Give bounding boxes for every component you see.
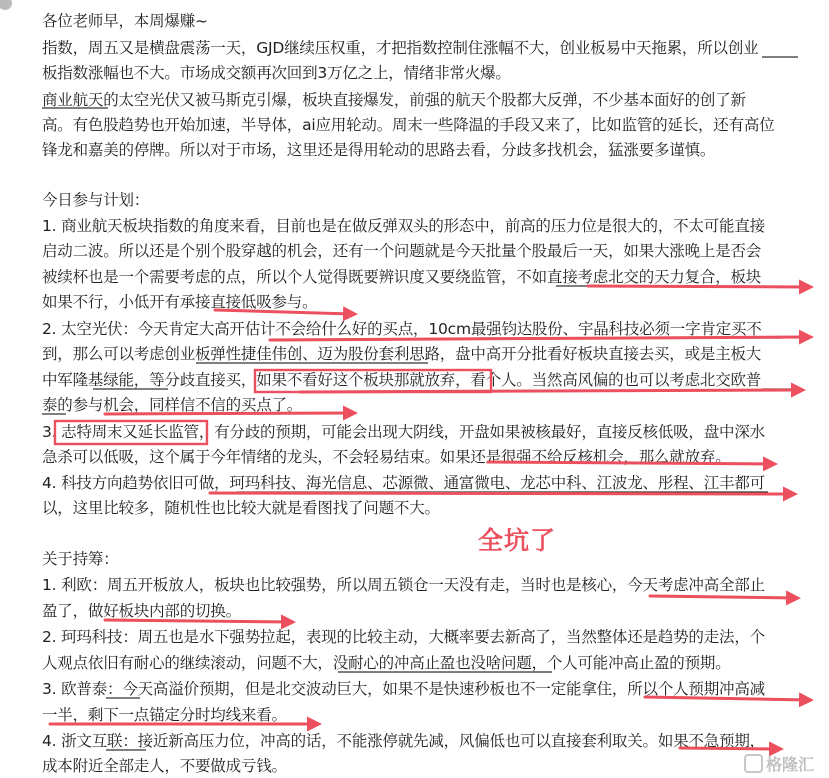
text-line: 以，这里比较多，随机性也比较大就是看图找了问题不大。 [42,499,440,517]
text-line: 被续杯也是一个需要考虑的点，所以个人觉得既要辨识度又要绕监管，不如直接考虑北交的天力复合，板块 [42,268,762,286]
text-line: 1. 商业航天板块指数的角度来看，目前也是在做反弹双头的形态中，前高的压力位是很大的，不太可能直接 [42,217,765,235]
text-line: 锋龙和嘉美的停牌。所以对于市场，这里还是得用轮动的思路去看，分歧多找机会，猛涨要多谨慎。 [42,141,716,159]
text-line: 3. 志特周末又延长监管，有分歧的预期，可能会出现大阴线，开盘如果被核最好，直接反核低吸，盘中深水 [42,423,765,441]
greeting-line: 各位老师早，本周爆赚~ [42,12,208,30]
text-line: 3. 欧普泰：今天高溢价预期，但是北交波动巨大，如果不是快速秒板也不一定能拿住，所以个人预期冲高减 [42,680,765,698]
avatar-dot [0,0,12,10]
text-line: 到，那么可以考虑创业板弹性捷佳伟创、迈为股份套利思路，盘中高开分批看好板块直接去买，或是主板大 [42,345,762,363]
text-line: 板指数涨幅也不大。市场成交额再次回到3万亿之上，情绪非常火爆。 [42,64,511,82]
text-line: 1. 利欧：周五开板放人，板块也比较强势，所以周五锁仓一天没有走，当时也是核心，今天考虑冲高全部止 [42,576,765,594]
section-heading-holdings: 关于持筹： [42,550,119,568]
annotation-text: 全坑了 [478,526,557,555]
text-line: 启动二波。所以还是个别个股穿越的机会，还有一个问题就是今天批量个股最后一天，如果大涨晚上是否会 [42,242,762,260]
text-line: 盈了，做好板块内部的切换。 [42,602,241,620]
text-line: 人观点依旧有耐心的继续滚动，问题不大，没耐心的冲高止盈也没啥问题，个人可能冲高止盈的预期。 [42,654,731,672]
text-line: 高。有色股趋势也开始加速，半导体，ai应用轮动。周末一些降温的手段又来了，比如监管的延长，还有高位 [42,116,775,134]
text-line: 指数，周五又是横盘震荡一天，GJD继续压权重，才把指数控制住涨幅不大，创业板易中天拖累，所以创业 [42,39,759,57]
text-line: 2. 珂玛科技：周五也是水下强势拉起，表现的比较主动，大概率要去新高了，当然整体还是趋势的走法，个 [42,628,765,646]
text-line: 4. 浙文互联：接近新高压力位，冲高的话，不能涨停就先减，风偏低也可以直接套利取关。如果不急预期， [42,732,765,750]
watermark-logo-icon [744,754,763,773]
watermark-text: 格隆汇 [766,755,815,774]
watermark [744,752,814,775]
text-line: 泰的参与机会，同样信不信的买点了。 [42,396,303,414]
text-line: 一半，剩下一点锚定分时均线来看。 [42,706,287,724]
text-line: 如果不行，小低开有承接直接低吸参与。 [42,293,318,311]
text-line: 4. 科技方向趋势依旧可做，珂玛科技、海光信息、芯源微、通富微电、龙芯中科、江波龙、彤程、江丰都可 [42,474,765,492]
section-heading-plan: 今日参与计划： [42,191,150,209]
text-line: 急杀可以低吸，这个属于今年情绪的龙头，不会轻易结束。如果还是很强不给反核机会，那么就放弃。 [42,448,731,466]
text-line: 成本附近全部走人，不要做成亏钱。 [42,757,287,775]
text-line: 2. 太空光伏：今天肯定大高开估计不会给什么好的买点，10cm最强钧达股份、宇晶科技必须一字肯定买不 [42,320,762,338]
text-line: 中军隆基绿能，等分歧直接买，如果不看好这个板块那就放弃，看个人。当然高风偏的也可以考虑北交欧普 [42,371,762,389]
text-line: 商业航天的太空光伏又被马斯克引爆，板块直接爆发，前强的航天个股都大反弹，不少基本面好的创了新 [42,91,746,109]
